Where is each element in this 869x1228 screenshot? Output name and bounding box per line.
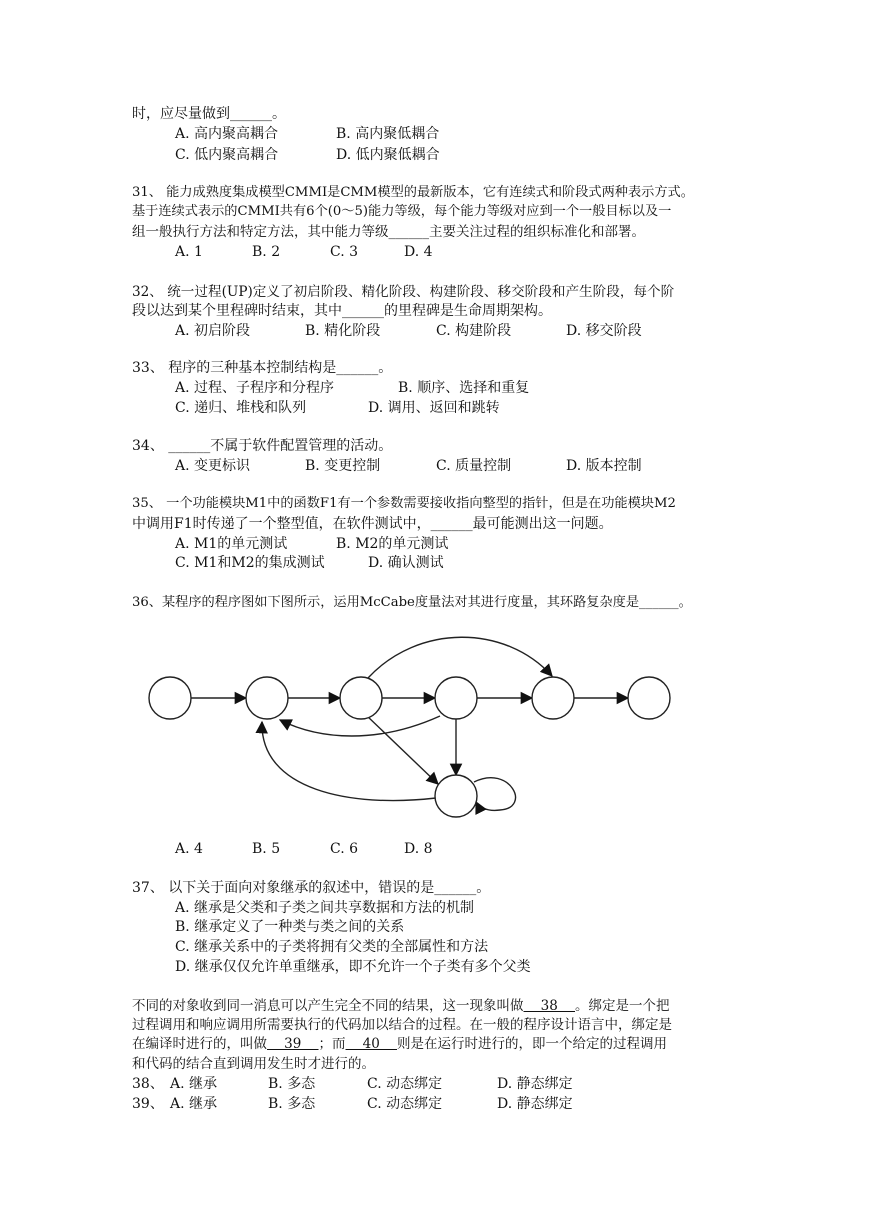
q39-option-c: C. 动态绑定 xyxy=(367,1096,443,1112)
edge-7-7-loop xyxy=(474,778,515,811)
passage-line2: 过程调用和响应调用所需要执行的代码加以结合的过程。在一般的程序设计语言中，绑定是 xyxy=(132,1017,672,1033)
q35-option-d: D. 确认测试 xyxy=(368,555,444,571)
node-5 xyxy=(532,677,574,719)
q39-label: 39、 xyxy=(132,1096,164,1112)
q38-label: 38、 xyxy=(132,1076,164,1092)
q30-option-d: D. 低内聚低耦合 xyxy=(336,147,440,163)
q38-option-b: B. 多态 xyxy=(268,1076,316,1092)
q32-stem-line2: 段以达到某个里程碑时结束，其中______的里程碑是生命周期架构。 xyxy=(132,303,552,319)
q39-option-d: D. 静态绑定 xyxy=(497,1096,573,1112)
q35-stem-line1: 35、 一个功能模块M1中的函数F1有一个参数需要接收指向整型的指针，但是在功能模块M2 xyxy=(132,496,676,511)
q32-option-b: B. 精化阶段 xyxy=(305,323,381,339)
q34-option-a: A. 变更标识 xyxy=(175,458,251,474)
node-6 xyxy=(628,677,670,719)
q33-option-d: D. 调用、返回和跳转 xyxy=(368,400,500,416)
q35-option-a: A. M1的单元测试 xyxy=(175,536,288,552)
edge-7-2 xyxy=(262,722,436,801)
passage-text: 。绑定是一个把 xyxy=(575,998,670,1014)
q31-option-d: D. 4 xyxy=(404,244,433,260)
q36-option-b: B. 5 xyxy=(252,841,281,857)
q38-option-c: C. 动态绑定 xyxy=(367,1076,443,1092)
q33-option-a: A. 过程、子程序和分程序 xyxy=(175,380,335,396)
node-7 xyxy=(435,775,477,817)
q31-stem-line3: 组一般执行方法和特定方法，其中能力等级______主要关注过程的组织标准化和部署。 xyxy=(132,224,645,240)
q36-stem: 36、某程序的程序图如下图所示，运用McCabe度量法对其进行度量，其环路复杂度是______。 xyxy=(132,595,692,610)
q31-stem-line2: 基于连续式表示的CMMI共有6个(0～5)能力等级，每个能力等级对应到一个一般目标以及一 xyxy=(132,204,672,219)
q34-stem: 34、 ______不属于软件配置管理的活动。 xyxy=(132,438,393,454)
q37-option-c: C. 继承关系中的子类将拥有父类的全部属性和方法 xyxy=(175,939,489,955)
program-flow-graph xyxy=(140,620,740,830)
q36-option-c: C. 6 xyxy=(330,841,359,857)
q31-option-b: B. 2 xyxy=(252,244,281,260)
passage-text: 在编译时进行的，叫做 xyxy=(132,1036,267,1052)
q34-option-b: B. 变更控制 xyxy=(305,458,381,474)
node-1 xyxy=(149,677,191,719)
q32-option-c: C. 构建阶段 xyxy=(436,323,512,339)
q35-option-c: C. M1和M2的集成测试 xyxy=(175,555,325,571)
q32-option-d: D. 移交阶段 xyxy=(566,323,642,339)
q37-stem: 37、 以下关于面向对象继承的叙述中，错误的是______。 xyxy=(132,880,491,896)
passage-line4: 和代码的结合直到调用发生时才进行的。 xyxy=(132,1056,375,1072)
q31-option-a: A. 1 xyxy=(175,244,203,260)
q30-stem: 时，应尽量做到______。 xyxy=(132,106,286,122)
q36-option-d: D. 8 xyxy=(404,841,433,857)
passage-text: ；而 xyxy=(318,1036,346,1052)
q33-option-b: B. 顺序、选择和重复 xyxy=(398,380,530,396)
q32-stem-line1: 32、 统一过程(UP)定义了初启阶段、精化阶段、构建阶段、移交阶段和产生阶段，每个阶 xyxy=(132,284,675,300)
q37-option-d: D. 继承仅仅允许单重继承，即不允许一个子类有多个父类 xyxy=(175,959,531,975)
node-4 xyxy=(435,677,477,719)
passage-line1 xyxy=(132,996,670,1016)
q38-option-a: A. 继承 xyxy=(170,1076,218,1092)
node-2 xyxy=(246,677,288,719)
q36-option-a: A. 4 xyxy=(175,841,203,857)
q33-stem: 33、 程序的三种基本控制结构是______。 xyxy=(132,360,393,376)
q35-stem-line2: 中调用F1时传递了一个整型值，在软件测试中，______最可能测出这一问题。 xyxy=(132,516,613,532)
q30-option-b: B. 高内聚低耦合 xyxy=(336,126,440,142)
blank-39: 39 xyxy=(267,1036,319,1052)
q31-option-c: C. 3 xyxy=(330,244,359,260)
passage-line3 xyxy=(132,1034,667,1054)
q33-option-c: C. 递归、堆栈和队列 xyxy=(175,400,307,416)
q31-stem-line1: 31、 能力成熟度集成模型CMMI是CMM模型的最新版本，它有连续式和阶段式两种表示方式。 xyxy=(132,185,694,200)
passage-text: 不同的对象收到同一消息可以产生完全不同的结果，这一现象叫做 xyxy=(132,998,524,1014)
blank-40: 40 xyxy=(345,1036,398,1052)
q37-option-a: A. 继承是父类和子类之间共享数据和方法的机制 xyxy=(175,900,475,916)
q30-option-c: C. 低内聚高耦合 xyxy=(175,147,279,163)
q32-option-a: A. 初启阶段 xyxy=(175,323,251,339)
node-3 xyxy=(340,677,382,719)
q39-option-a: A. 继承 xyxy=(170,1096,218,1112)
edge-3-7 xyxy=(366,715,438,784)
q37-option-b: B. 继承定义了一种类与类之间的关系 xyxy=(175,919,405,935)
q38-option-d: D. 静态绑定 xyxy=(497,1076,573,1092)
q30-option-a: A. 高内聚高耦合 xyxy=(175,126,279,142)
q34-option-c: C. 质量控制 xyxy=(436,458,512,474)
q34-option-d: D. 版本控制 xyxy=(566,458,642,474)
q39-option-b: B. 多态 xyxy=(268,1096,316,1112)
edge-3-5 xyxy=(368,637,552,678)
q35-option-b: B. M2的单元测试 xyxy=(336,536,449,552)
blank-38: 38 xyxy=(523,998,576,1014)
passage-text: 则是在运行时进行的，即一个给定的过程调用 xyxy=(397,1036,668,1052)
